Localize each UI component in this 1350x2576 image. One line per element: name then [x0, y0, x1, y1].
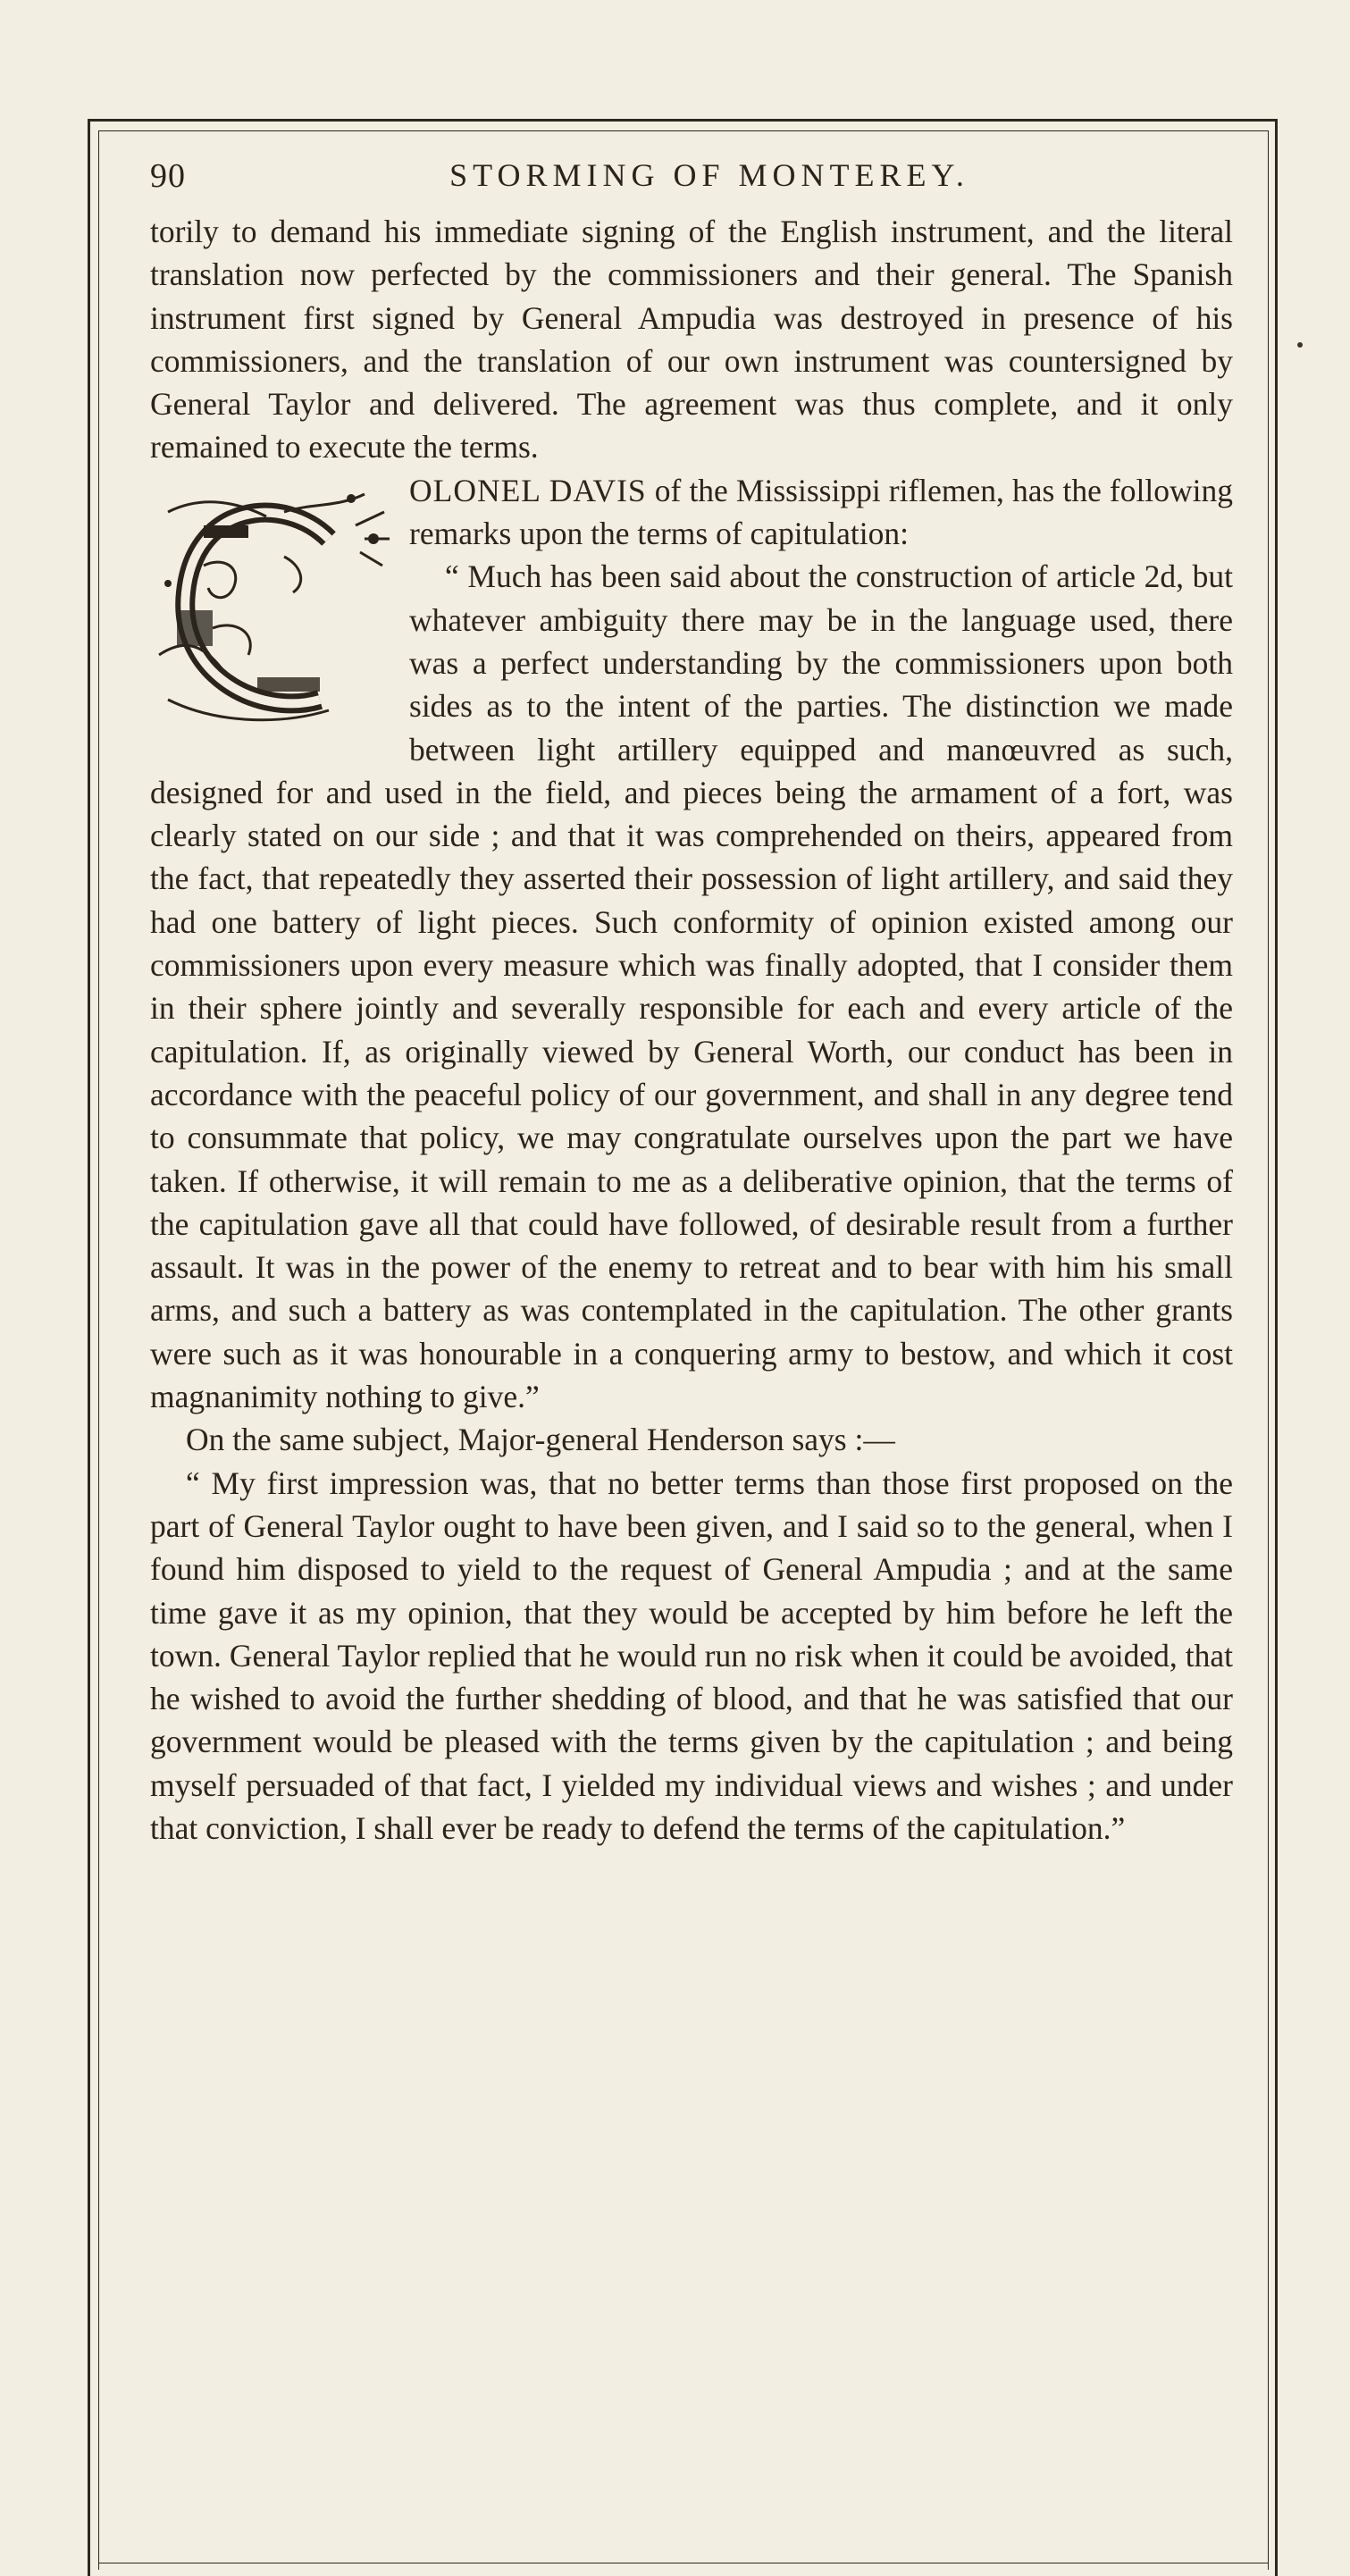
paragraph: On the same subject, Major-general Henderson says :—: [186, 1422, 895, 1458]
body-text: [150, 210, 1233, 1850]
frame-left-outer: [88, 119, 90, 2576]
running-title: STORMING OF MONTEREY.: [449, 157, 969, 193]
frame-top-inner: [98, 130, 1269, 131]
page-number: 90: [150, 157, 186, 195]
frame-top-outer: [88, 119, 1278, 122]
dropcap-remainder: OLONEL DAVIS: [409, 472, 647, 508]
frame-right-inner: [1268, 130, 1269, 2570]
quote-paragraph: “ Much has been said about the construction of article 2d, but whatever ambiguity there may be in the language used, there was a perfect understanding by the commissioners upon both sides as to the intent of the parties. The distinction we made between light artillery equipped and manœuvred as such, designed for and used in the field, and pieces being the armament of a fort, was clearly stated on our side ; and that it was comprehended on theirs, appeared from the fact, that repeatedly they asserted their possession of light artillery, and said they had one battery of light pieces. Such conformity of opinion existed among our commissioners upon every measure which was finally adopted, that I consider them in their sphere jointly and severally responsible for each and every article of the capitulation. If, as originally viewed by General Worth, our conduct has been in accordance with the peaceful policy of our government, and shall in any degree tend to consummate that policy, we may congratulate ourselves upon the part we have taken. If otherwise, it will remain to me as a deliberative opinion, that the terms of the capitulation gave all that could have followed, of desirable result from a further assault. It was in the power of the enemy to retreat and to bear with him his small arms, and such a battery as was contemplated in the capitulation. The other grants were such as it was honourable in a conquering army to bestow, and which it cost magnanimity nothing to give.”: [150, 558, 1233, 1415]
frame-left-inner: [98, 130, 99, 2570]
page-content: [150, 147, 1233, 2042]
frame-right-outer: [1275, 119, 1278, 2576]
page-header: [150, 147, 1233, 210]
paragraph-text: of the Mississippi riflemen, has the following remarks upon the terms of capitulation:: [409, 472, 1233, 552]
decorative-initial-c: [150, 476, 393, 732]
margin-speck: [1297, 342, 1303, 348]
paragraph: torily to demand his immediate signing of the English instrument, and the literal translation now perfected by the commissioners and their general. The Spanish instrument first signed by General Ampudia was destroyed in presence of his commissioners, and the translation of our own instrument was countersigned by General Taylor and delivered. The agreement was thus complete, and it only remained to execute the terms.: [150, 214, 1233, 466]
quote-paragraph: “ My first impression was, that no better terms than those first proposed on the part of General Taylor ought to have been given, and I said so to the general, when I found him disposed to yield to the request of General Ampudia ; and at the same time gave it as my opinion, that they would be accepted by him before he left the town. General Taylor replied that he would run no risk when it could be avoided, that he wished to avoid the further shedding of blood, and that he was satisfied that our government would be pleased with the terms given by the capitulation ; and being myself persuaded of that fact, I yielded my individual views and wishes ; and under that conviction, I shall ever be ready to defend the terms of the capitulation.”: [150, 1464, 1233, 1846]
ornamental-c-icon: [150, 476, 393, 732]
